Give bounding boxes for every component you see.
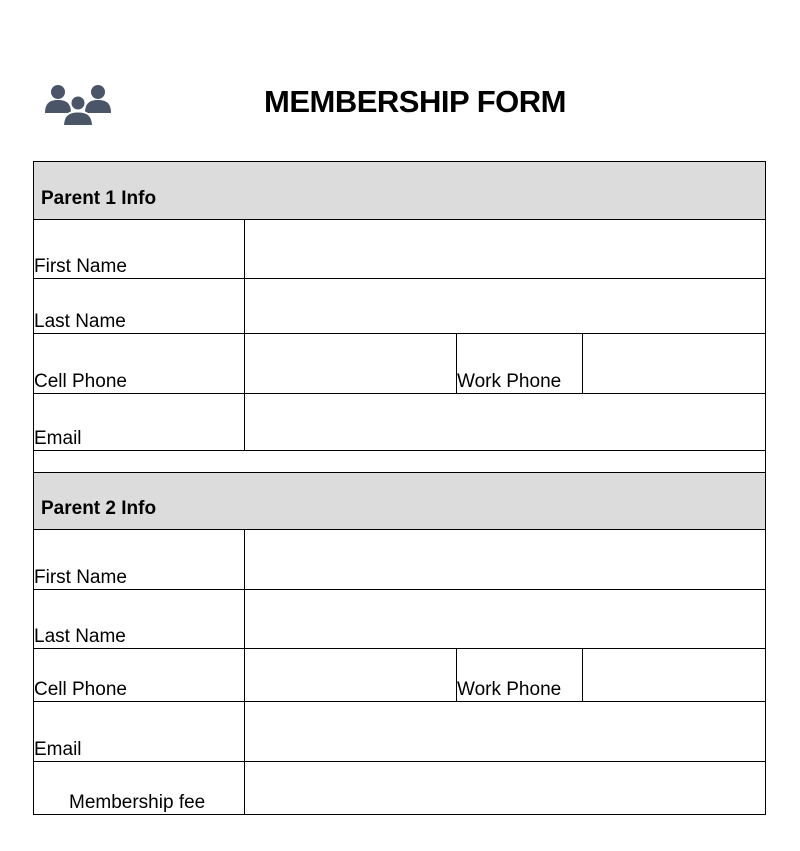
last-name-field[interactable] (245, 279, 766, 334)
section-header-parent-1 (34, 162, 766, 220)
last-name-label: Last Name (34, 279, 245, 334)
first-name-label: First Name (34, 530, 245, 590)
work-phone-field[interactable] (583, 334, 766, 394)
spacer-cell (34, 451, 766, 473)
email-field[interactable] (245, 394, 766, 451)
form-row-phones (34, 649, 766, 702)
email-field[interactable] (245, 702, 766, 762)
membership-fee-label: Membership fee (34, 762, 245, 815)
cell-phone-field[interactable] (245, 334, 457, 394)
membership-fee-field[interactable] (245, 762, 766, 815)
work-phone-field[interactable] (583, 649, 766, 702)
page-title: MEMBERSHIP FORM (264, 84, 566, 119)
last-name-label: Last Name (34, 590, 245, 649)
spacer-row (34, 451, 766, 473)
first-name-field[interactable] (245, 530, 766, 590)
email-label: Email (34, 702, 245, 762)
form-row-last-name (34, 590, 766, 649)
work-phone-label: Work Phone (457, 649, 583, 702)
section-header-parent-2 (34, 473, 766, 530)
form-row-email (34, 394, 766, 451)
first-name-label: First Name (34, 220, 245, 279)
cell-phone-label: Cell Phone (34, 649, 245, 702)
membership-form-table (33, 161, 766, 815)
section-title: Parent 1 Info (34, 162, 766, 220)
form-row-last-name (34, 279, 766, 334)
form-row-first-name (34, 530, 766, 590)
work-phone-label: Work Phone (457, 334, 583, 394)
first-name-field[interactable] (245, 220, 766, 279)
email-label: Email (34, 394, 245, 451)
form-row-membership-fee (34, 762, 766, 815)
cell-phone-label: Cell Phone (34, 334, 245, 394)
cell-phone-field[interactable] (245, 649, 457, 702)
form-row-email (34, 702, 766, 762)
form-row-phones (34, 334, 766, 394)
form-row-first-name (34, 220, 766, 279)
last-name-field[interactable] (245, 590, 766, 649)
section-title: Parent 2 Info (34, 473, 766, 530)
